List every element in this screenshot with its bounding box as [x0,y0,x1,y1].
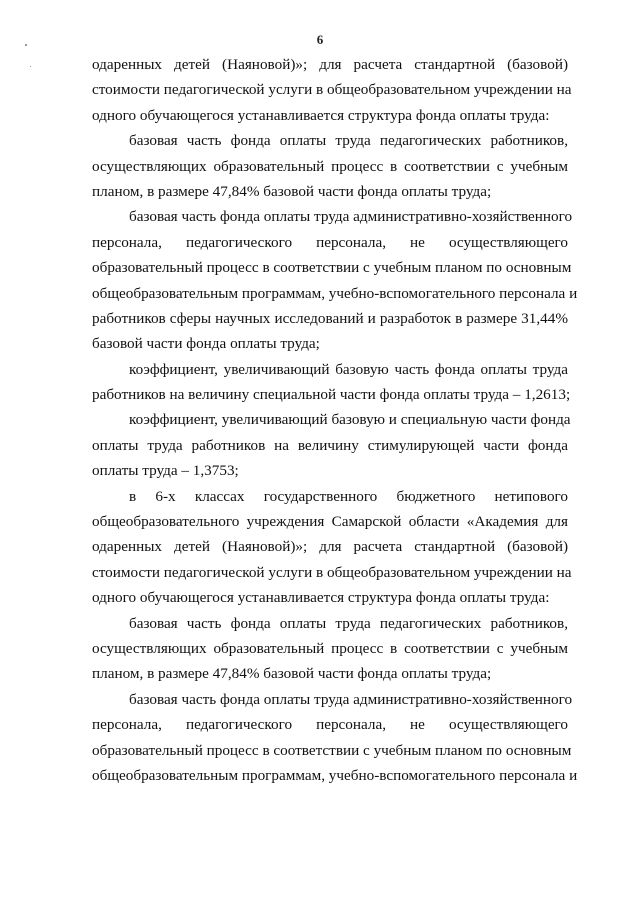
text-line: одного обучающегося устанавливается структура фонда оплаты труда: [92,589,550,607]
text-line: базовая часть фонда оплаты труда педагогических работников, [129,614,568,632]
text-line: осуществляющих образовательный процесс в соответствии с учебным [92,157,568,175]
text-line: работников сферы научных исследований и разработок в размере 31,44% [92,309,568,327]
text-line: планом, в размере 47,84% базовой части фонда оплаты труда; [92,665,492,683]
text-line: персонала, педагогического персонала, не осуществляющего [92,716,568,734]
text-line: стоимости педагогической услуги в общеобразовательном учреждении на [92,81,572,99]
text-line: базовая часть фонда оплаты труда административно-хозяйственного [129,690,573,708]
text-line: одного обучающегося устанавливается структура фонда оплаты труда: [92,106,550,124]
text-line: общеобразовательным программам, учебно-вспомогательного персонала и [92,284,578,302]
text-line: оплаты труда работников на величину стимулирующей части фонда [92,436,568,454]
text-line: коэффициент, увеличивающий базовую часть фонда оплаты труда [129,360,568,378]
text-line: оплаты труда – 1,3753; [92,462,239,480]
text-line: стоимости педагогической услуги в общеобразовательном учреждении на [92,563,572,581]
text-line: общеобразовательного учреждения Самарской области «Академия для [92,513,568,531]
text-line: базовой части фонда оплаты труда; [92,335,320,353]
text-line: в 6-х классах государственного бюджетного нетипового [129,487,568,505]
text-line: коэффициент, увеличивающий базовую и специальную части фонда [129,411,571,429]
text-line: осуществляющих образовательный процесс в соответствии с учебным [92,639,568,657]
text-line: одаренных детей (Наяновой)»; для расчета стандартной (базовой) [92,538,568,556]
text-line: работников на величину специальной части фонда оплаты труда – 1,2613; [92,386,571,404]
document-body [92,52,578,788]
text-line: общеобразовательным программам, учебно-вспомогательного персонала и [92,766,578,784]
text-line: планом, в размере 47,84% базовой части фонда оплаты труда; [92,182,492,200]
text-line: образовательный процесс в соответствии с учебным планом по основным [92,741,572,759]
text-line: персонала, педагогического персонала, не осуществляющего [92,233,568,251]
text-line: базовая часть фонда оплаты труда административно-хозяйственного [129,208,573,226]
text-line: образовательный процесс в соответствии с учебным планом по основным [92,259,572,277]
scan-speck [30,66,31,67]
text-line: базовая часть фонда оплаты труда педагогических работников, [129,132,568,150]
page-number: 6 [316,32,324,47]
text-line: одаренных детей (Наяновой)»; для расчета стандартной (базовой) [92,56,568,73]
scan-speck [25,44,27,46]
